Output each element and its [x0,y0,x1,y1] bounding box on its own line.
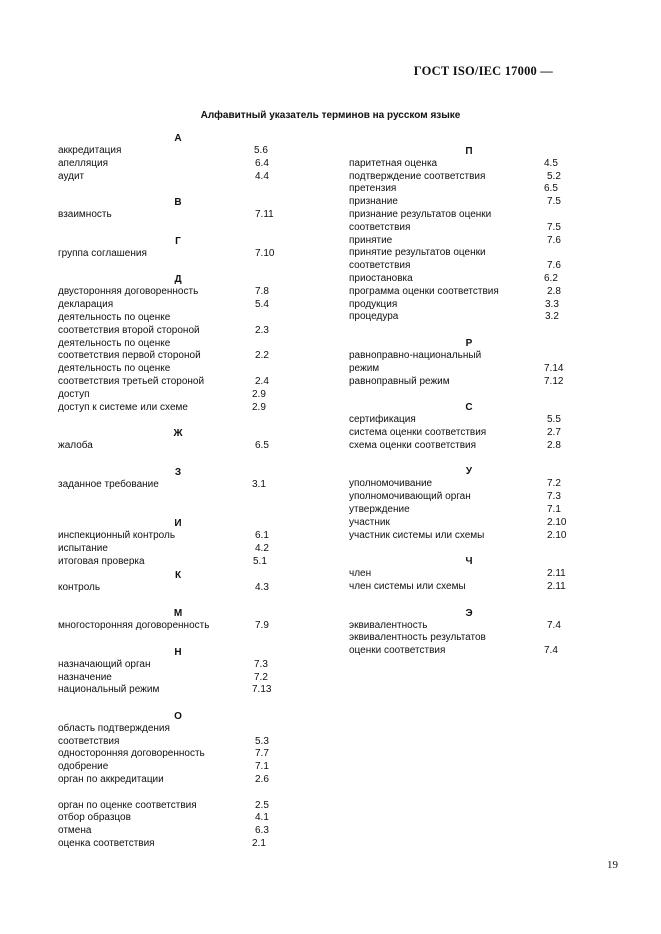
index-title: Алфавитный указатель терминов на русском языке [200,110,461,121]
index-entry [58,440,298,453]
index-entry [349,260,589,273]
entry-number: 7.11 [255,209,274,221]
entry-number: 2.8 [547,285,561,297]
index-entry [349,311,589,324]
index-right-column [349,132,589,658]
entry-number: 7.6 [547,260,561,272]
index-entry [349,504,589,517]
entry-term: продукция [349,298,398,310]
entry-number: 5.5 [547,414,561,426]
entry-term: орган по оценке соответствия [58,799,197,811]
entry-number: 2.10 [547,529,567,541]
index-entry [58,145,298,158]
index-entry [349,196,589,209]
entry-number: 2.9 [252,401,266,413]
entry-number: 7.14 [544,362,564,374]
index-entry [58,171,298,184]
entry-number: 6.2 [544,272,558,284]
entry-number: 7.3 [254,658,268,670]
index-entry [58,556,298,569]
entry-term: признание результатов оценки [349,208,492,220]
section-letter: П [465,145,473,157]
entry-term: соответствия [349,221,411,233]
entry-term: одобрение [58,761,109,773]
index-entry [58,748,298,761]
entry-term: соответствия [58,735,120,747]
entry-term: участник системы или схемы [349,529,485,541]
section-letter: Ж [173,428,183,440]
section-letter: И [174,518,182,530]
entry-term: орган по аккредитации [58,774,164,786]
entry-term: уполномочивание [349,478,433,490]
entry-number: 3.3 [545,298,559,310]
index-entry [58,582,298,595]
entry-number: 7.6 [547,234,561,246]
index-entry [58,684,298,697]
entry-term: член [349,568,372,580]
entry-term: оценки соответствия [349,645,446,657]
index-entry [349,620,589,633]
index-entry [349,286,589,299]
section-letter: С [465,402,473,414]
entry-term: национальный режим [58,684,160,696]
entry-term: жалоба [58,440,93,452]
entry-number: 5.1 [253,555,267,567]
index-entry [58,338,298,351]
section-letter: Н [174,646,182,658]
entry-number: 2.9 [252,388,266,400]
entry-number: 2.10 [547,516,567,528]
index-entry [58,787,298,800]
entry-term: соответствия второй стороной [58,324,200,336]
index-entry [58,312,298,325]
index-entry [58,672,298,685]
entry-number: 2.8 [547,439,561,451]
entry-term: доступ [58,388,90,400]
entry-number: 7.1 [547,503,561,515]
section-letter: З [174,466,182,478]
entry-term: система оценки соответствия [349,426,487,438]
entry-number: 7.10 [255,247,275,259]
index-entry [349,491,589,504]
entry-term: схема оценки соответствия [349,439,477,451]
entry-term: претензия [349,183,397,195]
section-letter: О [174,710,182,722]
section-letter: А [174,133,182,144]
entry-term: эквивалентность [349,619,428,631]
entry-number: 4.2 [255,542,269,554]
index-entry [58,774,298,787]
entry-number: 7.12 [544,375,564,387]
entry-number: 6.1 [255,530,269,542]
index-entry [349,222,589,235]
index-entry [349,581,589,594]
entry-number: 4.3 [255,581,269,593]
index-entry [58,402,298,415]
section-letter: Р [465,337,473,349]
entry-number: 5.4 [255,299,269,311]
entry-term: отбор образцов [58,812,131,824]
entry-number: 4.5 [544,157,558,169]
index-entry [349,427,589,440]
index-entry [349,517,589,530]
entry-term: многосторонняя договоренность [58,620,210,632]
index-entry [349,530,589,543]
entry-term: равноправный режим [349,375,450,387]
entry-term: деятельность по оценке [58,363,171,375]
entry-term: деятельность по оценке [58,311,171,323]
index-entry [58,363,298,376]
entry-term: двусторонняя договоренность [58,286,199,298]
entry-number: 7.1 [255,761,269,773]
index-entry [58,299,298,312]
entry-number: 2.3 [255,324,269,336]
entry-number: 2.7 [547,426,561,438]
entry-term: член системы или схемы [349,580,466,592]
entry-number: 7.4 [547,619,561,631]
entry-term: область подтверждения [58,722,170,734]
entry-term: участник [349,516,390,528]
index-entry [58,838,298,851]
entry-number: 2.11 [547,580,566,592]
index-entry [349,376,589,389]
entry-number: 2.4 [255,375,269,387]
index-entry [349,440,589,453]
index-entry [349,209,589,222]
entry-term: приостановка [349,272,413,284]
index-entry [58,812,298,825]
index-entry [349,478,589,491]
index-entry [58,325,298,338]
index-entry [349,171,589,184]
section-letter: К [174,569,182,581]
index-entry [58,659,298,672]
entry-number: 7.5 [547,196,561,208]
index-entry [58,286,298,299]
entry-number: 6.4 [255,157,269,169]
index-entry [349,299,589,312]
entry-term: принятие результатов оценки [349,247,486,259]
index-entry [349,158,589,171]
index-left-column [58,132,298,851]
entry-term: соответствия третьей стороной [58,375,205,387]
entry-number: 6.3 [255,825,269,837]
entry-number: 7.7 [255,748,269,760]
entry-number: 7.8 [255,286,269,298]
entry-term: утверждение [349,503,410,515]
entry-number: 7.4 [544,645,558,657]
entry-number: 4.1 [255,812,269,824]
entry-term: соответствия [349,260,411,272]
index-entry [58,723,298,736]
entry-term: оценка соответствия [58,838,155,850]
entry-term: принятие [349,234,393,246]
entry-term: апелляция [58,157,109,169]
entry-number: 5.6 [254,145,268,156]
entry-term: соответствия первой стороной [58,350,201,362]
section-letter: Э [465,607,473,619]
entry-number: 6.5 [255,440,269,452]
index-entry [58,350,298,363]
entry-number: 7.2 [254,671,268,683]
entry-number: 7.9 [255,620,269,632]
index-entry [58,620,298,633]
index-entry [349,568,589,581]
entry-number: 4.4 [255,170,269,182]
entry-term: программа оценки соответствия [349,285,499,297]
index-entry [349,350,589,363]
entry-number: 5.3 [255,735,269,747]
index-entry [349,235,589,248]
entry-term: эквивалентность результатов [349,632,486,644]
entry-number: 7.2 [547,478,561,490]
entry-number: 2.1 [252,838,266,850]
section-letter: В [174,197,182,209]
entry-number: 2.11 [547,568,566,580]
section-letter: Ч [465,556,473,568]
entry-term: контроль [58,581,101,593]
entry-term: назначающий орган [58,658,151,670]
index-entry [349,645,589,658]
section-letter: М [173,608,183,620]
entry-number: 2.5 [255,799,269,811]
section-letter: Д [174,274,182,286]
index-entry [349,183,589,196]
entry-number: 7.13 [252,684,272,696]
section-letter: Г [175,235,181,247]
entry-term: назначение [58,671,112,683]
entry-term: доступ к системе или схеме [58,401,188,413]
entry-term: аккредитация [58,145,122,156]
index-entry [58,761,298,774]
index-entry [349,363,589,376]
entry-number: 3.2 [545,311,559,323]
entry-term: деятельность по оценке [58,337,171,349]
entry-term: декларация [58,299,114,311]
index-entry [349,273,589,286]
entry-term: заданное требование [58,478,159,490]
entry-term: взаимность [58,209,112,221]
index-entry [58,736,298,749]
index-entry [58,376,298,389]
entry-number: 7.3 [547,491,561,503]
entry-number: 2.6 [255,774,269,786]
entry-term: инспекционный контроль [58,530,176,542]
entry-term: подтверждение соответствия [349,170,486,182]
entry-number: 5.2 [547,170,561,182]
entry-term: процедура [349,311,399,323]
index-entry [58,479,298,492]
entry-number: 3.1 [252,478,266,490]
entry-term: итоговая проверка [58,555,145,567]
entry-term: сертификация [349,414,416,426]
entry-term: уполномочивающий орган [349,491,471,503]
entry-number: 2.2 [255,350,269,362]
index-entry [58,800,298,813]
section-letter: У [465,466,473,478]
entry-term: признание [349,196,398,208]
entry-term: равноправно-национальный [349,349,482,361]
index-entry [58,158,298,171]
entry-term: отмена [58,825,92,837]
index-entry [58,248,298,261]
entry-term: группа соглашения [58,247,147,259]
index-entry [349,247,589,260]
entry-term: паритетная оценка [349,157,438,169]
entry-term: режим [349,362,380,374]
index-entry [349,632,589,645]
index-entry [58,543,298,556]
index-entry [58,825,298,838]
index-entry [58,209,298,222]
document-header: ГОСТ ISO/IEC 17000 — [413,64,553,78]
entry-term: односторонняя договоренность [58,748,205,760]
entry-number: 7.5 [547,221,561,233]
index-entry [349,414,589,427]
entry-term: аудит [58,170,85,182]
entry-number: 6.5 [544,183,558,195]
page-number: 19 [607,859,618,871]
index-entry [58,530,298,543]
entry-term: испытание [58,542,108,554]
index-entry [58,389,298,402]
